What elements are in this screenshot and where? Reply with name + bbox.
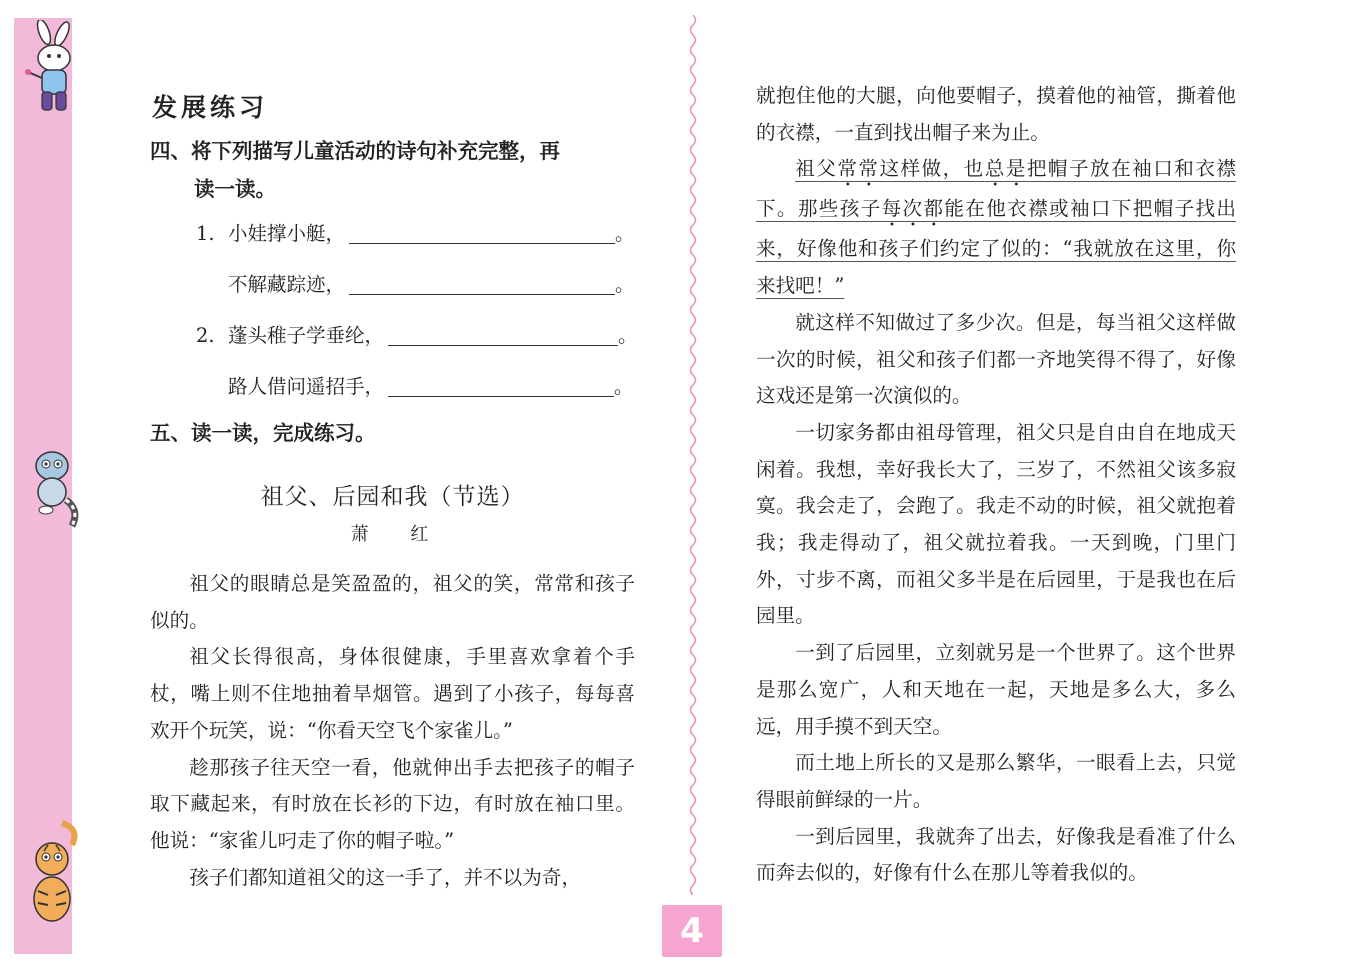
poem-1-line-2: 不解藏踪迹， 。 [150, 259, 635, 310]
rabbit-illustration-icon [22, 20, 82, 120]
page-number: 4 [662, 905, 722, 957]
story-paragraph: 孩子们都知道祖父的这一手了，并不以为奇， [189, 865, 582, 889]
story-paragraph: 祖父长得很高，身体很健康，手里喜欢拿着个手杖，嘴上则不住地抽着旱烟管。遇到了小孩子，每每喜欢开个玩笑，说：“你看天空飞个家雀儿。” [150, 645, 635, 742]
story-paragraph: 一到后园里，我就奔了出去，好像我是看准了什么而奔去似的，好像有什么在那儿等着我似的。 [756, 824, 1236, 885]
tiger-illustration-icon [22, 815, 82, 935]
answer-blank[interactable] [349, 215, 615, 244]
left-page [150, 82, 638, 896]
answer-blank[interactable] [388, 368, 614, 397]
story-paragraph: 趁那孩子往天空一看，他就伸出手去把孩子的帽子取下藏起来，有时放在长衫的下边，有时放在袖口里。他说：“家雀儿叼走了你的帽子啦。” [150, 755, 635, 852]
story-title: 祖父、后园和我（节选） [260, 484, 525, 510]
poem-2-line-2: 路人借问遥招手， 。 [150, 361, 635, 412]
story-paragraph: 而土地上所长的又是那么繁华，一眼看上去，只觉得眼前鲜绿的一片。 [756, 751, 1236, 811]
question-5-heading: 五、读一读，完成练习。 [150, 421, 376, 445]
raccoon-illustration-icon [22, 440, 82, 540]
underlined-paragraph: 祖父常常这样做，也总是把帽子放在袖口和衣襟下。那些孩子每次都能在他衣襟或袖口下把帽子找出来，好像他和孩子们约定了似的：“我就放在这里，你来找吧！” [756, 157, 1237, 298]
story-author: 萧 红 [350, 524, 447, 545]
page-divider [686, 15, 700, 895]
story-paragraph-continued: 就抱住他的大腿，向他要帽子，摸着他的袖管，撕着他的衣襟，一直到找出帽子来为止。 [756, 84, 1236, 144]
answer-blank[interactable] [349, 266, 615, 295]
question-4-heading: 四、将下列描写儿童活动的诗句补充完整，再 读一读。 [150, 139, 560, 201]
poem-2-line-1: 2. 蓬头稚子学垂纶， 。 [150, 310, 635, 361]
poem-1-line-1: 1. 小娃撑小艇， 。 [150, 208, 635, 259]
story-paragraph: 就这样不知做过了多少次。但是，每当祖父这样做一次的时候，祖父和孩子们都一齐地笑得不得了，好像这戏还是第一次演似的。 [756, 310, 1236, 408]
story-paragraph: 祖父的眼睛总是笑盈盈的，祖父的笑，常常和孩子似的。 [150, 572, 635, 632]
story-paragraph: 一到了后园里，立刻就另是一个世界了。这个世界是那么宽广，人和天地在一起，天地是多么大，多么远，用手摸不到天空。 [756, 641, 1236, 738]
answer-blank[interactable] [388, 317, 618, 346]
story-paragraph: 一切家务都由祖母管理，祖父只是自由自在地成天闲着。我想，幸好我长大了，三岁了，不然祖父该多寂寞。我会走了，会跑了。我走不动的时候，祖父就抱着我；我走得动了，祖父就拉着我。一天到晚，门里门外，寸步不离，而祖父多半是在后园里，于是我也在后园里。 [756, 420, 1236, 628]
right-page [756, 78, 1236, 892]
section-title: 发展练习 [152, 93, 269, 122]
